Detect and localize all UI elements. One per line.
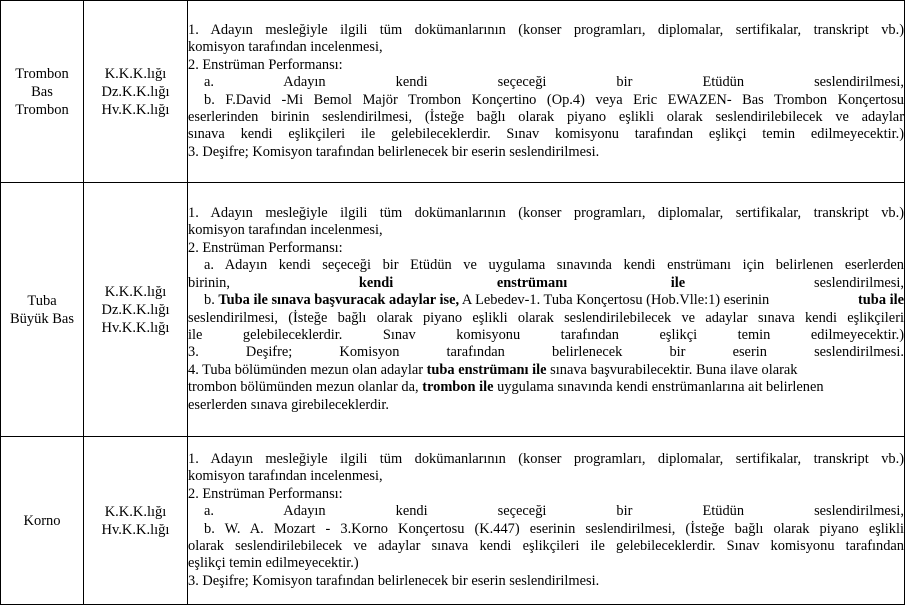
requirement-text: A Lebedev-1. Tuba Konçertosu (Hob.Vlle:1) eserinin	[459, 292, 770, 309]
degree-label: K.K.K.lığı	[104, 283, 167, 300]
degree-label: K.K.K.lığı	[104, 65, 167, 82]
requirements-cell	[188, 1, 905, 183]
instrument-cell	[1, 1, 84, 183]
degree-label: Dz.K.K.lığı	[101, 83, 170, 100]
requirement-line: 1. Adayın mesleğiyle ilgili tüm dokümanlarının (konser programları, diplomalar, sertifikalar, transkript vb.)	[188, 21, 904, 38]
emphasis-text: trombon ile	[422, 379, 494, 396]
requirement-line: a. Adayın kendi seçeceği bir Etüdün ve uygulama sınavında kendi enstrümanı için belirlenen eserlerden	[204, 257, 904, 274]
requirement-line: 2. Enstrüman Performansı:	[188, 56, 343, 73]
instrument-name: Büyük Bas	[9, 310, 75, 327]
requirement-line: eşlikçi temin edilmeyecektir.)	[188, 555, 359, 572]
emphasis-text: tuba ile	[858, 292, 904, 309]
requirement-line: 1. Adayın mesleğiyle ilgili tüm dokümanlarının (konser programları, diplomalar, sertifikalar, transkript vb.)	[188, 450, 904, 467]
degree-label: Hv.K.K.lığı	[101, 319, 170, 336]
emphasis-text: tuba enstrümanı ile	[426, 361, 547, 378]
requirement-line	[188, 292, 904, 309]
degree-cell	[84, 437, 188, 605]
requirements-cell	[188, 437, 905, 605]
requirement-text-group	[188, 362, 798, 379]
requirement-text: b.	[204, 292, 219, 309]
instrument-name: Trombon	[15, 101, 69, 118]
requirement-text: uygulama sınavında kendi enstrümanlarına ait belirlenen	[493, 379, 824, 396]
requirement-text-group	[204, 292, 769, 309]
requirement-line: b. F.David -Mi Bemol Majör Trombon Konçertino (Op.4) veya Eric EWAZEN- Bas Trombon Konçertosu	[204, 91, 904, 108]
requirement-line: a. Adayın kendi seçeceği bir Etüdün seslendirilmesi,	[204, 74, 904, 91]
requirement-line: komisyon tarafından incelenmesi,	[188, 39, 383, 56]
degree-label: Hv.K.K.lığı	[101, 101, 170, 118]
requirement-line	[188, 379, 904, 396]
requirement-line: ile gelebileceklerdir. Sınav komisyonu tarafından eşlikçi temin edilmeyecektir.)	[188, 326, 904, 343]
requirement-line: komisyon tarafından incelenmesi,	[188, 468, 383, 485]
requirement-line: 3. Deşifre; Komisyon tarafından belirlenecek bir eserin seslendirilmesi.	[188, 143, 600, 160]
requirement-text: 4. Tuba bölümünden mezun olan adaylar	[188, 361, 427, 378]
requirement-text: trombon bölümünden mezun olanlar da,	[188, 379, 423, 396]
instrument-cell	[1, 183, 84, 437]
requirement-line: a. Adayın kendi seçeceği bir Etüdün seslendirilmesi,	[204, 503, 904, 520]
degree-label: K.K.K.lığı	[104, 503, 167, 520]
degree-label: Hv.K.K.lığı	[101, 521, 170, 538]
requirement-line: 2. Enstrüman Performansı:	[188, 239, 343, 256]
instrument-name: Korno	[23, 512, 61, 529]
emphasis-text: kendi enstrümanı ile	[358, 274, 686, 291]
requirement-line: b. W. A. Mozart - 3.Korno Konçertosu (K.447) eserinin seslendirilmesi, (İsteğe bağlı olarak piyano eşlikli	[204, 520, 904, 537]
emphasis-text: Tuba ile sınava başvuracak adaylar ise,	[218, 292, 460, 309]
requirement-line: 1. Adayın mesleğiyle ilgili tüm dokümanlarının (konser programları, diplomalar, sertifikalar, transkript vb.)	[188, 205, 904, 222]
requirement-line	[188, 275, 904, 292]
table-row-horn	[1, 437, 905, 605]
requirement-line: 3. Deşifre; Komisyon tarafından belirlenecek bir eserin seslendirilmesi.	[188, 344, 904, 361]
requirement-line	[188, 362, 904, 379]
requirement-line: seslendirilmesi, (İsteğe bağlı olarak piyano eşlikli olarak seslendirilebilecek ve adaylar sınava kendi eşlikçileri	[188, 309, 904, 326]
requirement-text: seslendirilmesi,	[814, 274, 904, 291]
degree-label: Dz.K.K.lığı	[101, 301, 170, 318]
requirement-line: eserlerinden birinin seslendirilmesi, (İsteğe bağlı olarak piyano eşlikli olarak seslendirilebilecek ve adaylar	[188, 108, 904, 125]
instrument-name: Tuba	[27, 292, 57, 309]
instrument-name: Trombon	[15, 65, 69, 82]
requirement-text: birinin,	[188, 274, 230, 291]
requirement-line: 3. Deşifre; Komisyon tarafından belirlenecek bir eserin seslendirilmesi.	[188, 572, 600, 589]
requirements-cell	[188, 183, 905, 437]
requirement-line: komisyon tarafından incelenmesi,	[188, 222, 383, 239]
instrument-cell	[1, 437, 84, 605]
requirement-line: eserlerden sınava girebileceklerdir.	[188, 396, 389, 413]
requirement-text: sınava başvurabilecektir. Buna ilave olarak	[546, 361, 798, 378]
requirement-line: olarak seslendirilebilecek ve adaylar sınava kendi eşlikçileri ile gelebileceklerdir. Sınav komisyonu tarafından	[188, 537, 904, 554]
degree-cell	[84, 1, 188, 183]
requirement-line: sınava kendi eşlikçileri ile gelebileceklerdir. Sınav komisyonu tarafından eşlikçi temin edilmeyecektir.)	[188, 126, 904, 143]
instrument-name: Bas	[31, 83, 53, 100]
table-row-tuba	[1, 183, 905, 437]
requirement-line: 2. Enstrüman Performansı:	[188, 485, 343, 502]
table-row-trombone	[1, 1, 905, 183]
degree-cell	[84, 183, 188, 437]
